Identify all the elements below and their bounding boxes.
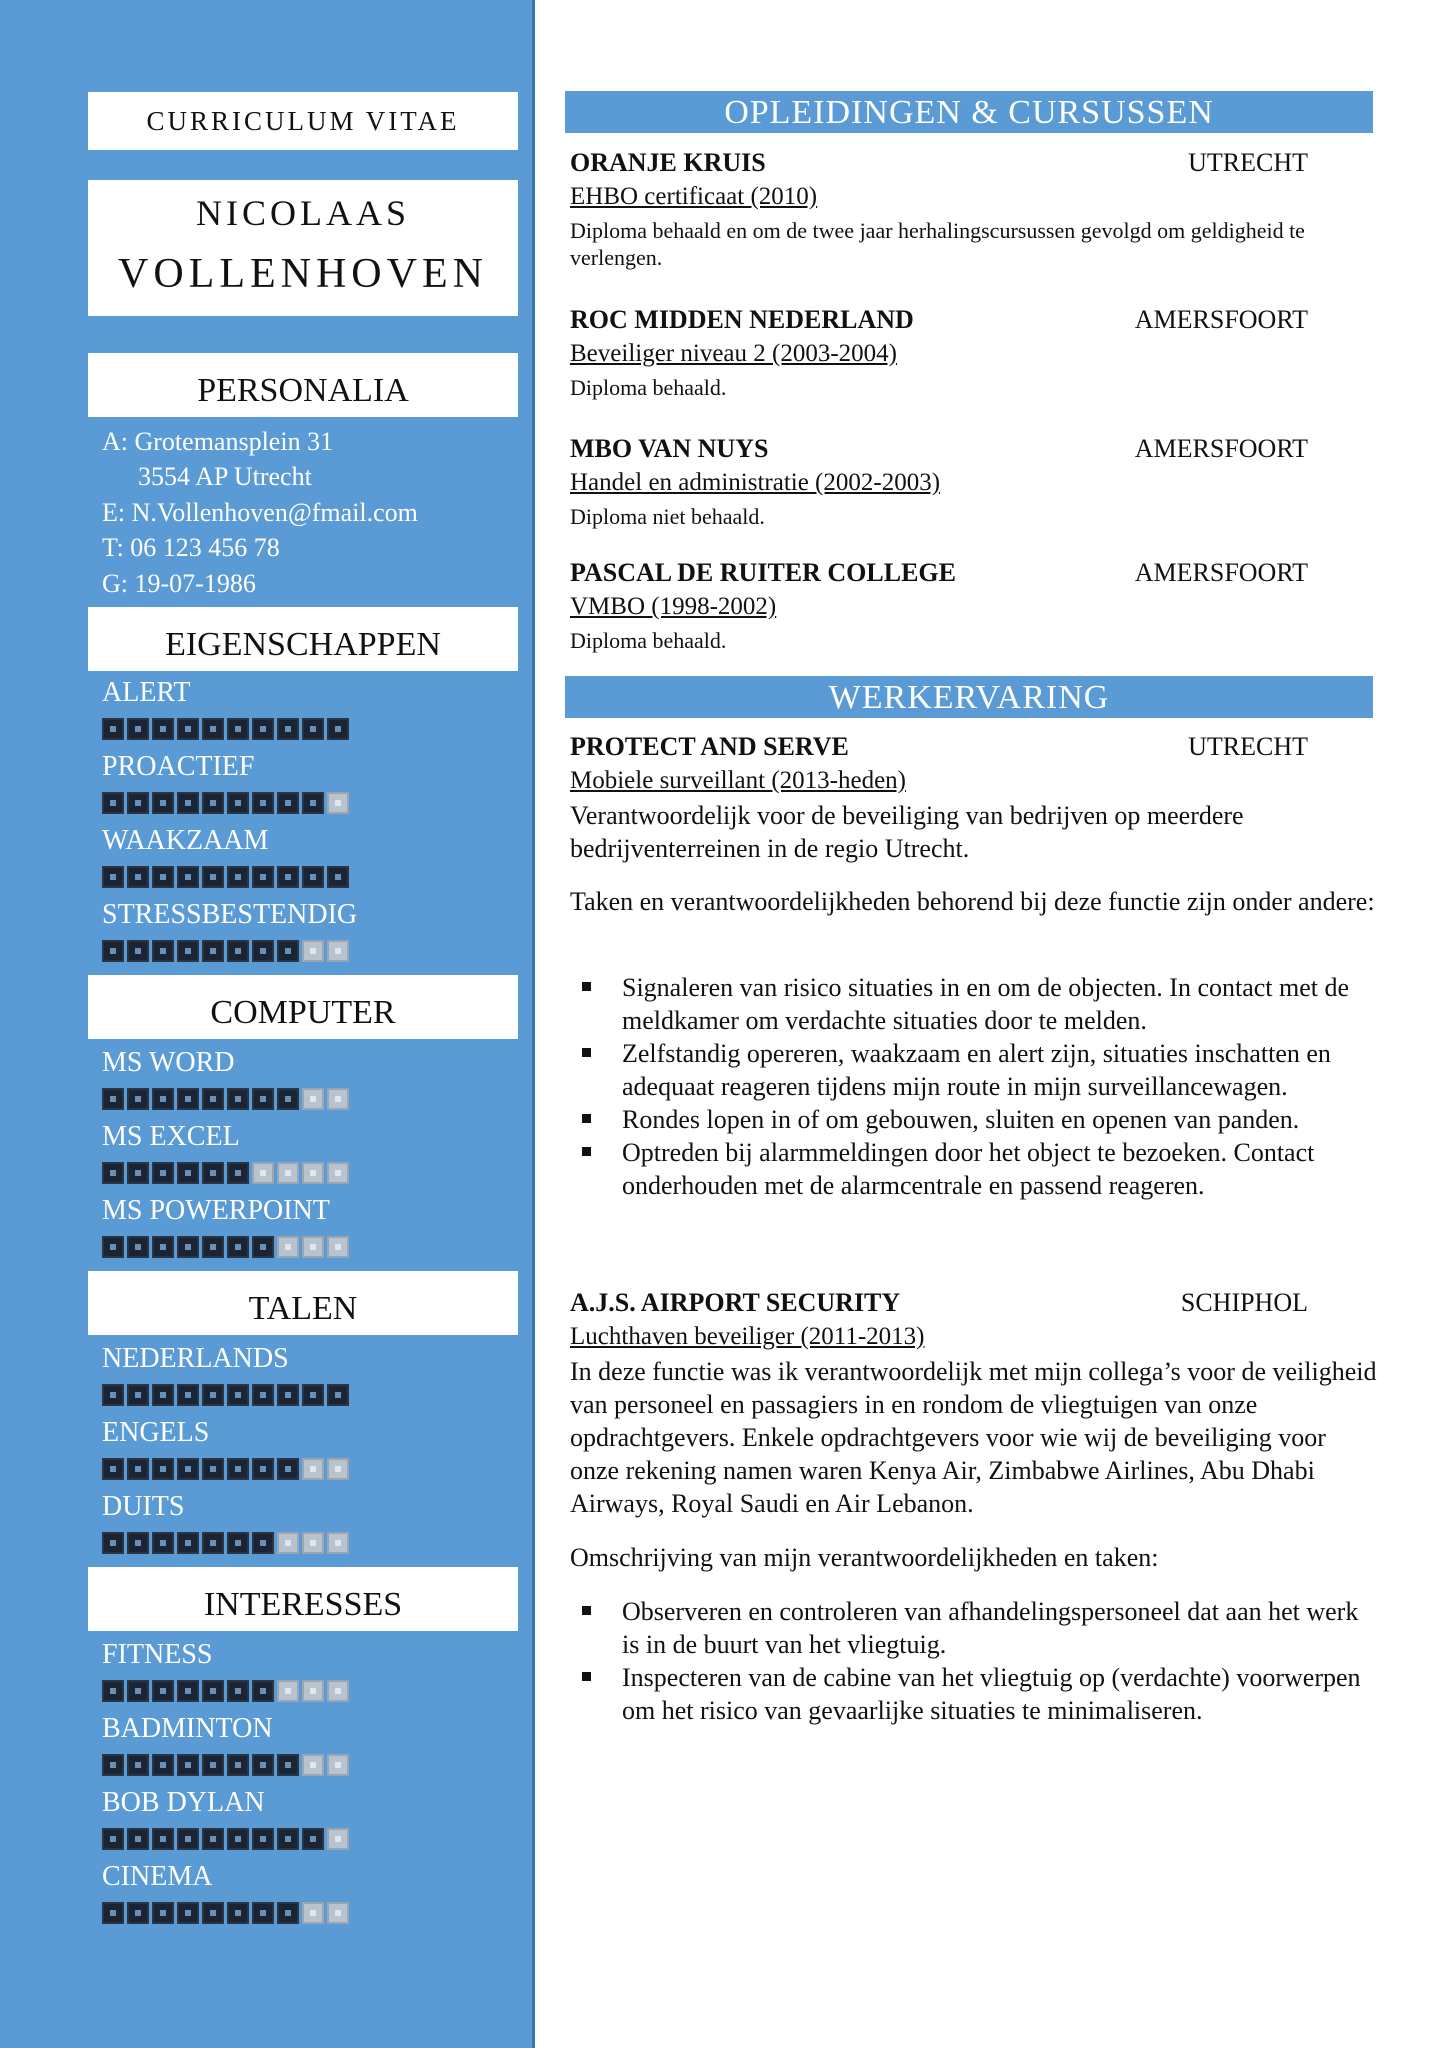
rating-square-filled bbox=[127, 1384, 149, 1406]
rating-square-filled bbox=[102, 1532, 124, 1554]
rating-square-filled bbox=[252, 1828, 274, 1850]
job-intro: Taken en verantwoordelijkheden behorend bij deze functie zijn onder andere: bbox=[570, 887, 1375, 916]
list-item: Optreden bij alarmmeldingen door het object te bezoeken. Contact onderhouden met de alarmcentrale en passend reageren. bbox=[570, 1136, 1380, 1202]
rating-square-filled bbox=[102, 1680, 124, 1702]
rating-square-empty bbox=[252, 1162, 274, 1184]
rating-square-filled bbox=[252, 1458, 274, 1480]
rating-square-filled bbox=[152, 1754, 174, 1776]
rating-square-empty bbox=[277, 1236, 299, 1258]
education-location: UTRECHT bbox=[1188, 148, 1308, 177]
skill-rating-bar bbox=[102, 1088, 349, 1112]
rating-square-empty bbox=[302, 1754, 324, 1776]
rating-square-filled bbox=[202, 1088, 224, 1110]
name-box bbox=[88, 180, 518, 316]
rating-square-filled bbox=[277, 1828, 299, 1850]
rating-square-filled bbox=[227, 866, 249, 888]
rating-square-filled bbox=[127, 792, 149, 814]
rating-square-filled bbox=[177, 866, 199, 888]
rating-square-filled bbox=[102, 1088, 124, 1110]
skill-rating-bar bbox=[102, 792, 349, 816]
rating-square-filled bbox=[327, 718, 349, 740]
phone-line: T: 06 123 456 78 bbox=[102, 533, 280, 562]
rating-square-filled bbox=[127, 1236, 149, 1258]
email-line: E: N.Vollenhoven@fmail.com bbox=[102, 498, 418, 527]
rating-square-filled bbox=[127, 1532, 149, 1554]
education-institution: PASCAL DE RUITER COLLEGE bbox=[570, 558, 956, 587]
rating-square-filled bbox=[252, 1532, 274, 1554]
rating-square-filled bbox=[252, 1754, 274, 1776]
rating-square-filled bbox=[327, 866, 349, 888]
rating-square-filled bbox=[202, 792, 224, 814]
rating-square-filled bbox=[227, 1754, 249, 1776]
rating-square-filled bbox=[252, 940, 274, 962]
rating-square-empty bbox=[277, 1680, 299, 1702]
rating-square-filled bbox=[127, 1458, 149, 1480]
rating-square-filled bbox=[177, 1680, 199, 1702]
birthdate-line: G: 19-07-1986 bbox=[102, 569, 256, 598]
education-heading: OPLEIDINGEN & CURSUSSEN bbox=[565, 91, 1373, 133]
education-institution: MBO VAN NUYS bbox=[570, 434, 769, 463]
rating-square-filled bbox=[102, 1458, 124, 1480]
rating-square-filled bbox=[202, 1236, 224, 1258]
rating-square-filled bbox=[277, 866, 299, 888]
list-item: Zelfstandig opereren, waakzaam en alert zijn, situaties inschatten en adequaat reageren tijdens mijn route in mijn surveillancewagen. bbox=[570, 1037, 1380, 1103]
education-course: VMBO (1998-2002) bbox=[570, 593, 777, 620]
rating-square-filled bbox=[252, 1236, 274, 1258]
rating-square-filled bbox=[202, 1458, 224, 1480]
skill-rating-bar bbox=[102, 1902, 349, 1926]
rating-square-filled bbox=[177, 1532, 199, 1554]
rating-square-filled bbox=[227, 1828, 249, 1850]
rating-square-filled bbox=[277, 1384, 299, 1406]
rating-square-filled bbox=[302, 718, 324, 740]
section-heading-eigenschappen: EIGENSCHAPPEN bbox=[88, 607, 518, 671]
rating-square-filled bbox=[127, 1162, 149, 1184]
rating-square-empty bbox=[302, 1236, 324, 1258]
skill-rating-bar bbox=[102, 1236, 349, 1260]
job-company: PROTECT AND SERVE bbox=[570, 732, 849, 761]
rating-square-filled bbox=[277, 940, 299, 962]
rating-square-filled bbox=[227, 1088, 249, 1110]
rating-square-filled bbox=[202, 1384, 224, 1406]
job-location: SCHIPHOL bbox=[1180, 1288, 1308, 1317]
rating-square-empty bbox=[277, 1532, 299, 1554]
rating-square-filled bbox=[127, 1088, 149, 1110]
rating-square-filled bbox=[252, 1088, 274, 1110]
rating-square-filled bbox=[177, 1458, 199, 1480]
list-item: Inspecteren van de cabine van het vliegtuig op (verdachte) voorwerpen om het risico van gevaarlijke situaties te minimaliseren. bbox=[570, 1661, 1380, 1727]
rating-square-filled bbox=[277, 718, 299, 740]
rating-square-filled bbox=[202, 1532, 224, 1554]
rating-square-filled bbox=[127, 1902, 149, 1924]
rating-square-empty bbox=[302, 1532, 324, 1554]
rating-square-filled bbox=[227, 1680, 249, 1702]
rating-square-filled bbox=[127, 1828, 149, 1850]
cv-title: CURRICULUM VITAE bbox=[88, 92, 518, 150]
rating-square-filled bbox=[102, 718, 124, 740]
rating-square-filled bbox=[252, 1902, 274, 1924]
rating-square-empty bbox=[327, 1680, 349, 1702]
rating-square-filled bbox=[177, 1162, 199, 1184]
last-name: VOLLENHOVEN bbox=[118, 251, 488, 297]
rating-square-filled bbox=[102, 1384, 124, 1406]
rating-square-filled bbox=[152, 718, 174, 740]
rating-square-filled bbox=[202, 1828, 224, 1850]
rating-square-filled bbox=[252, 718, 274, 740]
rating-square-filled bbox=[152, 1162, 174, 1184]
rating-square-filled bbox=[227, 1458, 249, 1480]
skill-label: NEDERLANDS bbox=[102, 1343, 289, 1374]
rating-square-filled bbox=[152, 1532, 174, 1554]
list-item: Rondes lopen in of om gebouwen, sluiten en openen van panden. bbox=[570, 1103, 1380, 1136]
rating-square-filled bbox=[177, 1236, 199, 1258]
education-location: AMERSFOORT bbox=[1134, 558, 1308, 587]
rating-square-empty bbox=[302, 1902, 324, 1924]
rating-square-filled bbox=[277, 1754, 299, 1776]
rating-square-filled bbox=[302, 866, 324, 888]
rating-square-filled bbox=[177, 718, 199, 740]
skill-label: BADMINTON bbox=[102, 1713, 273, 1744]
rating-square-empty bbox=[327, 1532, 349, 1554]
rating-square-filled bbox=[227, 940, 249, 962]
rating-square-filled bbox=[152, 1680, 174, 1702]
rating-square-filled bbox=[302, 1828, 324, 1850]
rating-square-filled bbox=[102, 1162, 124, 1184]
rating-square-empty bbox=[327, 1162, 349, 1184]
rating-square-empty bbox=[327, 1236, 349, 1258]
education-course: Beveiliger niveau 2 (2003-2004) bbox=[570, 340, 897, 367]
rating-square-empty bbox=[302, 1458, 324, 1480]
education-institution: ROC MIDDEN NEDERLAND bbox=[570, 305, 914, 334]
rating-square-filled bbox=[252, 792, 274, 814]
education-location: AMERSFOORT bbox=[1134, 434, 1308, 463]
rating-square-filled bbox=[177, 940, 199, 962]
skill-rating-bar bbox=[102, 1458, 349, 1482]
rating-square-filled bbox=[127, 1680, 149, 1702]
job-description: In deze functie was ik verantwoordelijk met mijn collega’s voor de veiligheid van personeel en passagiers in en rondom de vliegtuigen van onze opdrachtgevers. Enkele opdrachtgevers voor wie wij de beveiliging voor onze rekening namen waren Kenya Air, Zimbabwe Airlines, Abu Dhabi Airways, Royal Saudi en Air Lebanon. bbox=[570, 1357, 1377, 1518]
skill-rating-bar bbox=[102, 1532, 349, 1556]
rating-square-empty bbox=[327, 940, 349, 962]
rating-square-filled bbox=[227, 1384, 249, 1406]
rating-square-filled bbox=[102, 940, 124, 962]
address-line: A: Grotemansplein 31 bbox=[102, 427, 334, 456]
rating-square-filled bbox=[277, 1458, 299, 1480]
rating-square-filled bbox=[152, 940, 174, 962]
rating-square-filled bbox=[227, 1902, 249, 1924]
section-heading-computer: COMPUTER bbox=[88, 975, 518, 1039]
education-description: Diploma behaald en om de twee jaar herhalingscursussen gevolgd om geldigheid te verlengen. bbox=[570, 218, 1305, 270]
list-item: Signaleren van risico situaties in en om de objecten. In contact met de meldkamer om verdachte situaties door te melden. bbox=[570, 971, 1380, 1037]
job-intro: Omschrijving van mijn verantwoordelijkheden en taken: bbox=[570, 1543, 1159, 1572]
sidebar bbox=[0, 0, 535, 2048]
rating-square-empty bbox=[302, 1680, 324, 1702]
rating-square-filled bbox=[127, 1754, 149, 1776]
rating-square-filled bbox=[102, 1902, 124, 1924]
first-name: NICOLAAS bbox=[195, 193, 410, 233]
rating-square-filled bbox=[252, 1680, 274, 1702]
rating-square-empty bbox=[302, 940, 324, 962]
section-heading-talen: TALEN bbox=[88, 1271, 518, 1335]
rating-square-filled bbox=[102, 1828, 124, 1850]
rating-square-filled bbox=[227, 1162, 249, 1184]
education-course: EHBO certificaat (2010) bbox=[570, 183, 818, 210]
skill-label: WAAKZAAM bbox=[102, 825, 269, 856]
rating-square-filled bbox=[102, 1754, 124, 1776]
rating-square-empty bbox=[327, 792, 349, 814]
rating-square-filled bbox=[127, 718, 149, 740]
skill-rating-bar bbox=[102, 1754, 349, 1778]
rating-square-filled bbox=[152, 1088, 174, 1110]
education-description: Diploma behaald. bbox=[570, 628, 727, 653]
rating-square-filled bbox=[152, 1902, 174, 1924]
rating-square-filled bbox=[152, 1384, 174, 1406]
skill-rating-bar bbox=[102, 1384, 349, 1408]
job-company: A.J.S. AIRPORT SECURITY bbox=[570, 1288, 901, 1317]
rating-square-filled bbox=[252, 866, 274, 888]
rating-square-filled bbox=[202, 1162, 224, 1184]
rating-square-empty bbox=[327, 1902, 349, 1924]
personalia-heading: PERSONALIA bbox=[88, 353, 518, 417]
rating-square-filled bbox=[102, 792, 124, 814]
education-description: Diploma behaald. bbox=[570, 375, 727, 400]
skill-rating-bar bbox=[102, 866, 349, 890]
rating-square-filled bbox=[302, 1384, 324, 1406]
job-location: UTRECHT bbox=[1188, 732, 1308, 761]
skill-label: ALERT bbox=[102, 677, 191, 708]
list-item: Observeren en controleren van afhandelingspersoneel dat aan het werk is in de buurt van het vliegtuig. bbox=[570, 1595, 1380, 1661]
education-location: AMERSFOORT bbox=[1134, 305, 1308, 334]
skill-rating-bar bbox=[102, 718, 349, 742]
rating-square-empty bbox=[327, 1828, 349, 1850]
skill-label: MS WORD bbox=[102, 1047, 235, 1078]
skill-label: BOB DYLAN bbox=[102, 1787, 265, 1818]
job-description: Verantwoordelijk voor de beveiliging van bedrijven op meerdere bedrijventerreinen in de regio Utrecht. bbox=[570, 801, 1244, 863]
skill-label: FITNESS bbox=[102, 1639, 213, 1670]
rating-square-filled bbox=[177, 1088, 199, 1110]
skill-label: ENGELS bbox=[102, 1417, 210, 1448]
rating-square-filled bbox=[227, 718, 249, 740]
rating-square-filled bbox=[102, 1236, 124, 1258]
rating-square-empty bbox=[327, 1088, 349, 1110]
skill-label: DUITS bbox=[102, 1491, 185, 1522]
skill-label: STRESSBESTENDIG bbox=[102, 899, 358, 930]
rating-square-filled bbox=[177, 1754, 199, 1776]
section-heading-interesses: INTERESSES bbox=[88, 1567, 518, 1631]
rating-square-empty bbox=[327, 1754, 349, 1776]
rating-square-filled bbox=[152, 1236, 174, 1258]
education-institution: ORANJE KRUIS bbox=[570, 148, 766, 177]
rating-square-filled bbox=[202, 1754, 224, 1776]
skill-label: PROACTIEF bbox=[102, 751, 255, 782]
rating-square-empty bbox=[302, 1088, 324, 1110]
rating-square-filled bbox=[177, 1384, 199, 1406]
skill-rating-bar bbox=[102, 940, 349, 964]
rating-square-filled bbox=[227, 792, 249, 814]
rating-square-filled bbox=[127, 940, 149, 962]
rating-square-filled bbox=[177, 1902, 199, 1924]
rating-square-filled bbox=[302, 792, 324, 814]
rating-square-filled bbox=[277, 1088, 299, 1110]
rating-square-filled bbox=[152, 1828, 174, 1850]
skill-label: MS POWERPOINT bbox=[102, 1195, 330, 1226]
rating-square-empty bbox=[302, 1162, 324, 1184]
rating-square-filled bbox=[177, 1828, 199, 1850]
rating-square-filled bbox=[227, 1532, 249, 1554]
rating-square-filled bbox=[252, 1384, 274, 1406]
rating-square-filled bbox=[202, 718, 224, 740]
job-role: Mobiele surveillant (2013-heden) bbox=[570, 767, 907, 794]
rating-square-filled bbox=[202, 1902, 224, 1924]
skill-label: MS EXCEL bbox=[102, 1121, 240, 1152]
job-task-list bbox=[570, 971, 1380, 1202]
skill-rating-bar bbox=[102, 1162, 349, 1186]
rating-square-filled bbox=[127, 866, 149, 888]
skill-rating-bar bbox=[102, 1680, 349, 1704]
job-role: Luchthaven beveiliger (2011-2013) bbox=[570, 1323, 925, 1350]
education-description: Diploma niet behaald. bbox=[570, 504, 765, 529]
rating-square-filled bbox=[202, 1680, 224, 1702]
rating-square-filled bbox=[152, 792, 174, 814]
rating-square-filled bbox=[227, 1236, 249, 1258]
rating-square-filled bbox=[177, 792, 199, 814]
skill-rating-bar bbox=[102, 1828, 349, 1852]
rating-square-filled bbox=[277, 1902, 299, 1924]
rating-square-empty bbox=[277, 1162, 299, 1184]
experience-heading: WERKERVARING bbox=[565, 676, 1373, 718]
rating-square-filled bbox=[202, 866, 224, 888]
rating-square-filled bbox=[327, 1384, 349, 1406]
skill-label: CINEMA bbox=[102, 1861, 213, 1892]
rating-square-filled bbox=[152, 866, 174, 888]
education-course: Handel en administratie (2002-2003) bbox=[570, 469, 941, 496]
rating-square-filled bbox=[152, 1458, 174, 1480]
rating-square-filled bbox=[277, 792, 299, 814]
rating-square-empty bbox=[327, 1458, 349, 1480]
rating-square-filled bbox=[102, 866, 124, 888]
rating-square-filled bbox=[202, 940, 224, 962]
job-task-list bbox=[570, 1595, 1380, 1727]
address-city-line: 3554 AP Utrecht bbox=[138, 462, 312, 491]
